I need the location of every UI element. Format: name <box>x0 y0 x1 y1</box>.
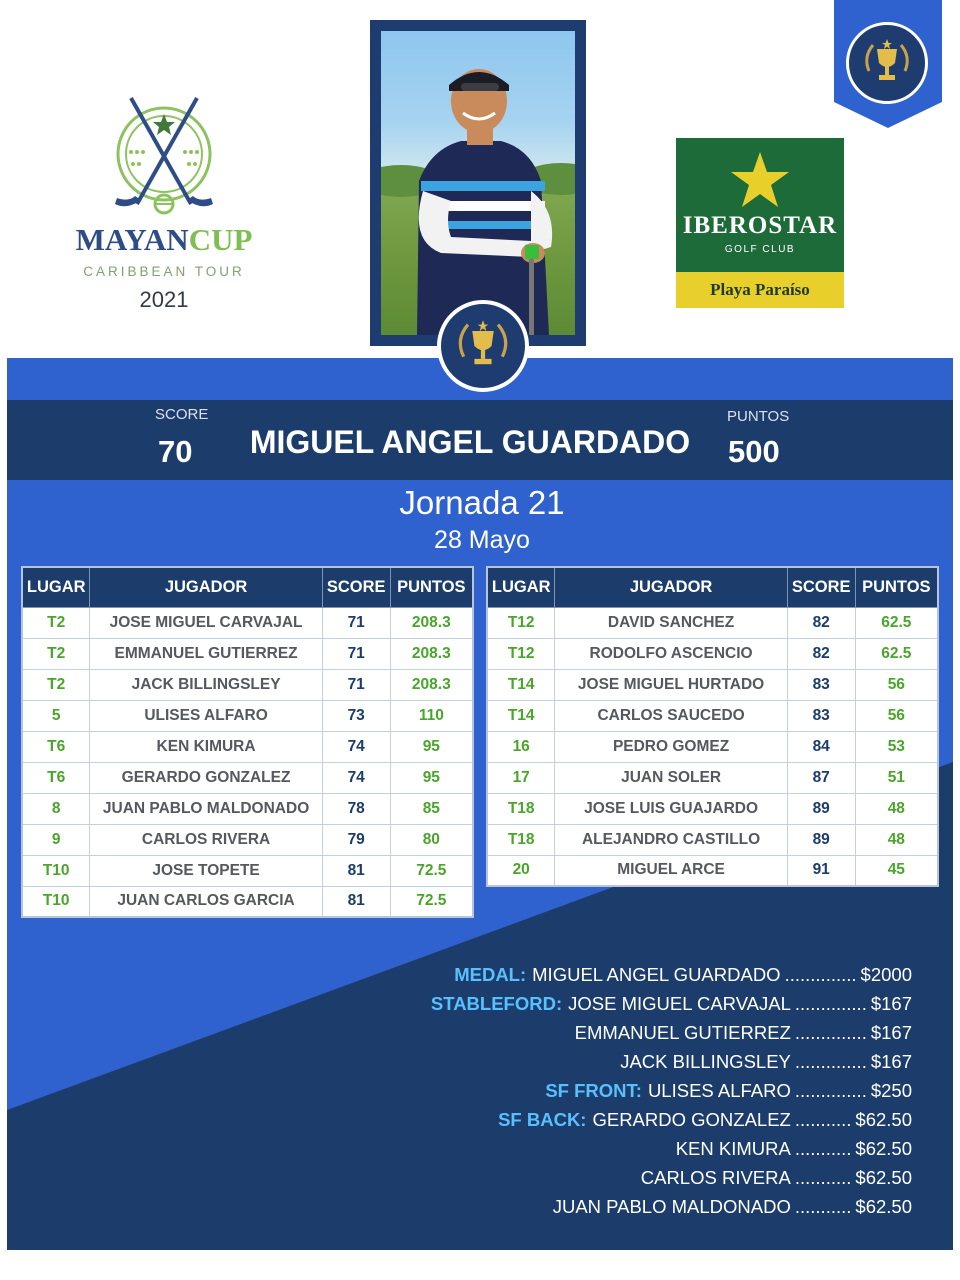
mayan-cup-logo <box>66 92 262 312</box>
score-cell: 87 <box>787 762 855 793</box>
prize-amount: $62.50 <box>855 1196 912 1217</box>
player-cell: JACK BILLINGSLEY <box>90 669 322 700</box>
points-cell: 110 <box>390 700 473 731</box>
prize-line <box>312 989 912 1018</box>
header-puntos: PUNTOS <box>855 567 938 607</box>
place-cell: T2 <box>22 638 90 669</box>
score-cell: 83 <box>787 669 855 700</box>
table-row <box>22 607 473 638</box>
player-cell: EMMANUEL GUTIERREZ <box>90 638 322 669</box>
prize-player: JUAN PABLO MALDONADO <box>552 1196 791 1217</box>
prize-player: EMMANUEL GUTIERREZ <box>574 1022 791 1043</box>
player-cell: JOSE MIGUEL CARVAJAL <box>90 607 322 638</box>
prize-amount: $167 <box>870 1022 912 1043</box>
prize-leader-dots: ........... <box>794 1167 852 1188</box>
player-cell: CARLOS SAUCEDO <box>555 700 787 731</box>
winner-points: 500 <box>728 434 780 469</box>
player-cell: ULISES ALFARO <box>90 700 322 731</box>
header-lugar: LUGAR <box>487 567 555 607</box>
header-jugador: JUGADOR <box>555 567 787 607</box>
table-row <box>22 793 473 824</box>
prize-leader-dots: .............. <box>794 1022 867 1043</box>
table-row <box>22 731 473 762</box>
table-row <box>487 824 938 855</box>
ribbon-badge <box>834 0 942 128</box>
prize-category: MEDAL: <box>454 964 527 985</box>
prize-player: GERARDO GONZALEZ <box>592 1109 791 1130</box>
player-cell: JUAN PABLO MALDONADO <box>90 793 322 824</box>
points-cell: 95 <box>390 731 473 762</box>
header-score: SCORE <box>787 567 855 607</box>
prize-player: ULISES ALFARO <box>647 1080 791 1101</box>
prize-leader-dots: .............. <box>794 993 867 1014</box>
table-row <box>487 669 938 700</box>
table-row <box>487 762 938 793</box>
sponsor-sub: GOLF CLUB <box>724 244 796 255</box>
score-cell: 82 <box>787 607 855 638</box>
player-photo-frame <box>370 20 586 346</box>
place-cell: T6 <box>22 731 90 762</box>
score-cell: 71 <box>322 607 390 638</box>
score-cell: 89 <box>787 824 855 855</box>
sponsor-name: IBEROSTAR <box>682 212 838 239</box>
points-cell: 208.3 <box>390 669 473 700</box>
points-cell: 62.5 <box>855 638 938 669</box>
table-row <box>487 700 938 731</box>
round-title: Jornada 21 <box>399 484 565 521</box>
player-cell: GERARDO GONZALEZ <box>90 762 322 793</box>
points-cell: 45 <box>855 855 938 886</box>
score-cell: 74 <box>322 762 390 793</box>
score-cell: 89 <box>787 793 855 824</box>
score-cell: 81 <box>322 855 390 886</box>
prize-list <box>312 960 912 1221</box>
place-cell: 5 <box>22 700 90 731</box>
table-row <box>22 700 473 731</box>
prize-player: CARLOS RIVERA <box>640 1167 791 1188</box>
mayan-cup-year: 2021 <box>139 287 189 312</box>
table-row <box>22 638 473 669</box>
player-cell: DAVID SANCHEZ <box>555 607 787 638</box>
place-cell: 8 <box>22 793 90 824</box>
center-medal <box>437 300 529 392</box>
winner-points-label: PUNTOS <box>727 408 790 425</box>
table-row <box>487 855 938 886</box>
score-cell: 79 <box>322 824 390 855</box>
table-row <box>487 607 938 638</box>
mayan-cup-wordmark: MAYANCUP <box>75 222 253 257</box>
table-row <box>487 731 938 762</box>
player-cell: JUAN CARLOS GARCIA <box>90 886 322 917</box>
prize-player: JACK BILLINGSLEY <box>620 1051 791 1072</box>
score-cell: 84 <box>787 731 855 762</box>
prize-line <box>312 960 912 989</box>
score-cell: 82 <box>787 638 855 669</box>
points-cell: 51 <box>855 762 938 793</box>
place-cell: T14 <box>487 669 555 700</box>
points-cell: 48 <box>855 793 938 824</box>
prize-category: STABLEFORD: <box>430 993 563 1014</box>
table-row <box>487 793 938 824</box>
prize-category: SF FRONT: <box>545 1080 642 1101</box>
place-cell: T10 <box>22 886 90 917</box>
prize-line <box>312 1047 912 1076</box>
score-cell: 83 <box>787 700 855 731</box>
winner-score: 70 <box>158 434 193 469</box>
points-cell: 72.5 <box>390 886 473 917</box>
prize-leader-dots: ........... <box>794 1196 852 1217</box>
prize-leader-dots: ........... <box>794 1138 852 1159</box>
points-cell: 56 <box>855 669 938 700</box>
prize-amount: $62.50 <box>855 1138 912 1159</box>
prize-category: SF BACK: <box>498 1109 587 1130</box>
score-cell: 78 <box>322 793 390 824</box>
header-lugar: LUGAR <box>22 567 90 607</box>
trophy-laurel-icon <box>859 35 915 91</box>
table-row <box>22 762 473 793</box>
points-cell: 62.5 <box>855 607 938 638</box>
table-row <box>22 855 473 886</box>
prize-leader-dots: .............. <box>794 1051 867 1072</box>
sponsor-band: Playa Paraíso <box>676 272 844 308</box>
place-cell: T14 <box>487 700 555 731</box>
score-cell: 71 <box>322 638 390 669</box>
iberostar-logo <box>676 138 844 308</box>
prize-line <box>312 1105 912 1134</box>
ribbon-medal <box>846 22 928 104</box>
winner-name: MIGUEL ANGEL GUARDADO <box>249 424 691 460</box>
prize-line <box>312 1163 912 1192</box>
place-cell: T10 <box>22 855 90 886</box>
player-cell: ALEJANDRO CASTILLO <box>555 824 787 855</box>
score-cell: 71 <box>322 669 390 700</box>
table-row <box>22 886 473 917</box>
place-cell: T12 <box>487 607 555 638</box>
score-cell: 73 <box>322 700 390 731</box>
prize-amount: $167 <box>870 993 912 1014</box>
place-cell: T18 <box>487 793 555 824</box>
winner-score-label: SCORE <box>155 406 209 423</box>
points-cell: 85 <box>390 793 473 824</box>
points-cell: 95 <box>390 762 473 793</box>
prize-amount: $62.50 <box>855 1109 912 1130</box>
player-photo <box>381 31 575 335</box>
place-cell: T2 <box>22 607 90 638</box>
player-cell: JOSE TOPETE <box>90 855 322 886</box>
player-cell: JOSE MIGUEL HURTADO <box>555 669 787 700</box>
player-cell: JOSE LUIS GUAJARDO <box>555 793 787 824</box>
player-cell: RODOLFO ASCENCIO <box>555 638 787 669</box>
prize-leader-dots: ........... <box>794 1109 852 1130</box>
prize-player: MIGUEL ANGEL GUARDADO <box>532 964 781 985</box>
table-row <box>22 669 473 700</box>
points-cell: 208.3 <box>390 638 473 669</box>
table-row <box>22 824 473 855</box>
points-cell: 208.3 <box>390 607 473 638</box>
player-cell: PEDRO GOMEZ <box>555 731 787 762</box>
header-jugador: JUGADOR <box>90 567 322 607</box>
points-cell: 56 <box>855 700 938 731</box>
prize-amount: $167 <box>870 1051 912 1072</box>
trophy-laurel-icon <box>453 316 513 376</box>
place-cell: T12 <box>487 638 555 669</box>
player-cell: MIGUEL ARCE <box>555 855 787 886</box>
star-icon <box>729 150 791 210</box>
place-cell: T6 <box>22 762 90 793</box>
golf-clubs-crossed-icon <box>101 92 227 224</box>
points-cell: 53 <box>855 731 938 762</box>
prize-line <box>312 1192 912 1221</box>
prize-player: KEN KIMURA <box>675 1138 791 1159</box>
prize-line <box>312 1076 912 1105</box>
place-cell: T2 <box>22 669 90 700</box>
results-table-left <box>21 566 474 918</box>
table-row <box>487 638 938 669</box>
points-cell: 72.5 <box>390 855 473 886</box>
player-cell: JUAN SOLER <box>555 762 787 793</box>
place-cell: 9 <box>22 824 90 855</box>
points-cell: 80 <box>390 824 473 855</box>
mayan-cup-subtitle: CARIBBEAN TOUR <box>83 264 245 279</box>
header-score: SCORE <box>322 567 390 607</box>
score-cell: 91 <box>787 855 855 886</box>
prize-leader-dots: .............. <box>794 1080 867 1101</box>
prize-amount: $2000 <box>860 964 912 985</box>
results-table-right <box>486 566 939 887</box>
player-cell: CARLOS RIVERA <box>90 824 322 855</box>
prize-line <box>312 1134 912 1163</box>
place-cell: 20 <box>487 855 555 886</box>
prize-amount: $62.50 <box>855 1167 912 1188</box>
player-cell: KEN KIMURA <box>90 731 322 762</box>
place-cell: T18 <box>487 824 555 855</box>
prize-line <box>312 1018 912 1047</box>
prize-player: JOSE MIGUEL CARVAJAL <box>568 993 791 1014</box>
score-cell: 81 <box>322 886 390 917</box>
place-cell: 17 <box>487 762 555 793</box>
place-cell: 16 <box>487 731 555 762</box>
prize-leader-dots: .............. <box>784 964 857 985</box>
points-cell: 48 <box>855 824 938 855</box>
round-date: 28 Mayo <box>434 526 530 554</box>
score-cell: 74 <box>322 731 390 762</box>
prize-amount: $250 <box>870 1080 912 1101</box>
header-puntos: PUNTOS <box>390 567 473 607</box>
